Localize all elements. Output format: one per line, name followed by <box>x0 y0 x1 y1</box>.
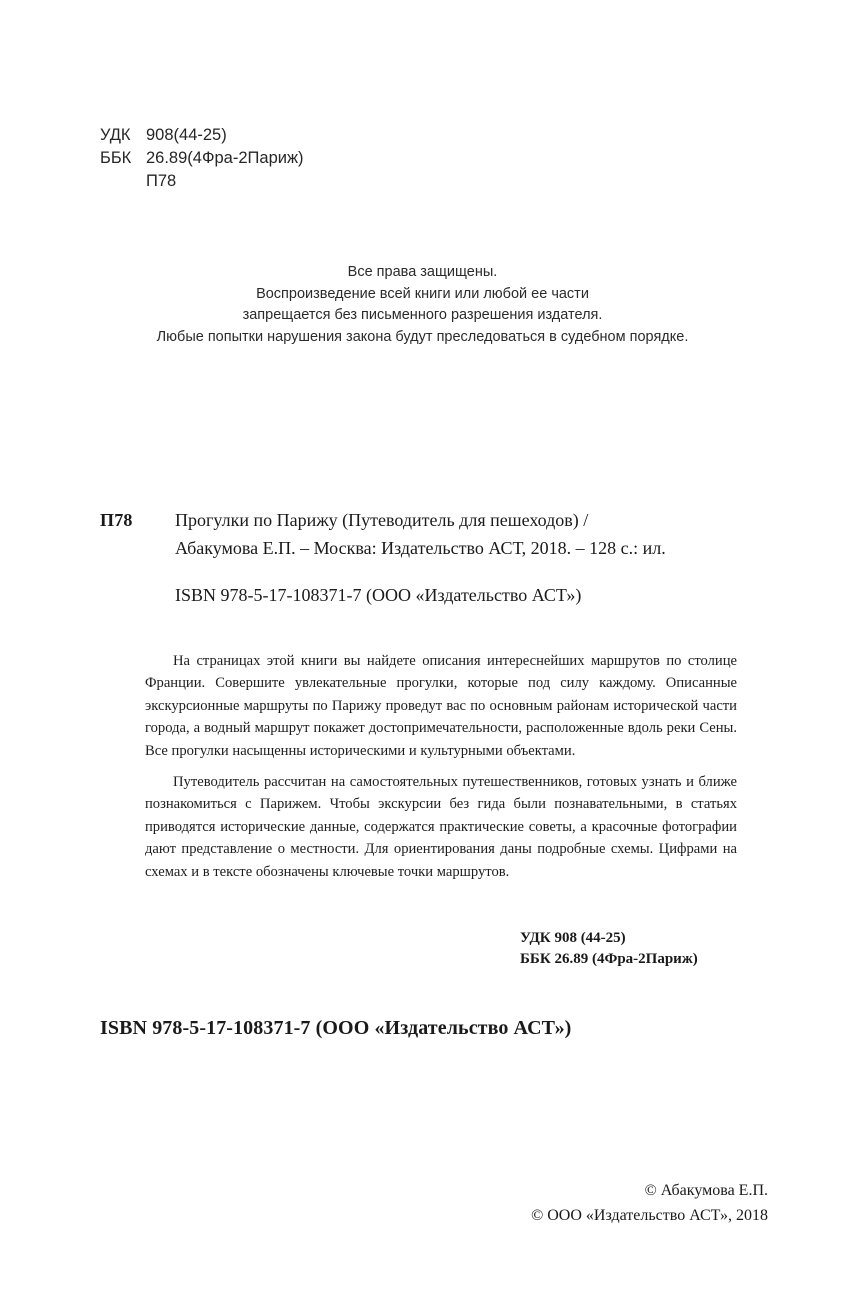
classification-bottom-udk: УДК 908 (44-25) <box>520 930 626 946</box>
rights-line-2: Воспроизведение всей книги или любой ее части <box>256 285 589 302</box>
classification-value-bbk: 26.89(4Фра-2Париж) <box>146 149 304 167</box>
classification-row-udk <box>100 124 304 147</box>
classification-block-bottom <box>520 928 698 970</box>
rights-line-4: Любые попытки нарушения закона будут преследоваться в судебном порядке. <box>156 328 689 345</box>
bibliographic-shelfmark: П78 <box>100 510 133 530</box>
bibliographic-isbn: ISBN 978-5-17-108371-7 (ООО «Издательство АСТ») <box>175 585 582 605</box>
annotation-block <box>145 650 737 883</box>
copyright-block <box>0 1178 768 1228</box>
classification-bottom-bbk: ББК 26.89 (4Фра-2Париж) <box>520 951 698 967</box>
annotation-paragraph-1: На страницах этой книги вы найдете описания интереснейших маршрутов по столице Франции. Совершите увлекательные прогулки, которые под силу каждому. Описанные экскурсионные маршруты по Парижу проведут вас по основным районам исторической части города, а водный маршрут покажет достопримечательности, расположенные вдоль реки Сены. Все прогулки насыщенны историческими и культурными объектами. <box>145 653 737 759</box>
classification-row-shelfmark <box>100 170 304 193</box>
classification-block-top <box>100 124 304 193</box>
classification-row-bbk <box>100 147 304 170</box>
rights-line-1: Все права защищены. <box>347 264 498 280</box>
rights-line-3: запрещается без письменного разрешения издателя. <box>242 307 603 323</box>
classification-key-bbk: ББК <box>100 149 132 167</box>
bibliographic-title-line-1: Прогулки по Парижу (Путеводитель для пешеходов) / <box>175 510 589 530</box>
classification-key-udk: УДК <box>100 126 131 144</box>
copyright-publisher: © ООО «Издательство АСТ», 2018 <box>531 1207 768 1224</box>
classification-value-udk: 908(44-25) <box>146 126 227 144</box>
bibliographic-record <box>100 506 780 609</box>
bibliographic-title <box>175 506 780 562</box>
isbn-statement: ISBN 978-5-17-108371-7 (ООО «Издательство АСТ») <box>100 1017 572 1039</box>
rights-notice-block <box>0 262 845 348</box>
copyright-author: © Абакумова Е.П. <box>644 1182 768 1199</box>
classification-value-shelfmark: П78 <box>146 172 177 190</box>
annotation-paragraph-2: Путеводитель рассчитан на самостоятельных путешественников, готовых узнать и ближе познакомиться с Парижем. Чтобы экскурсии без гида были познавательными, в статьях приводятся исторические данные, содержатся практические советы, а красочные фотографии дают представление о местности. Для ориентирования даны подробные схемы. Цифрами на схемах и в тексте обозначены ключевые точки маршрутов. <box>145 774 737 880</box>
bibliographic-title-line-2: Абакумова Е.П. – Москва: Издательство АСТ, 2018. – 128 с.: ил. <box>175 538 666 558</box>
